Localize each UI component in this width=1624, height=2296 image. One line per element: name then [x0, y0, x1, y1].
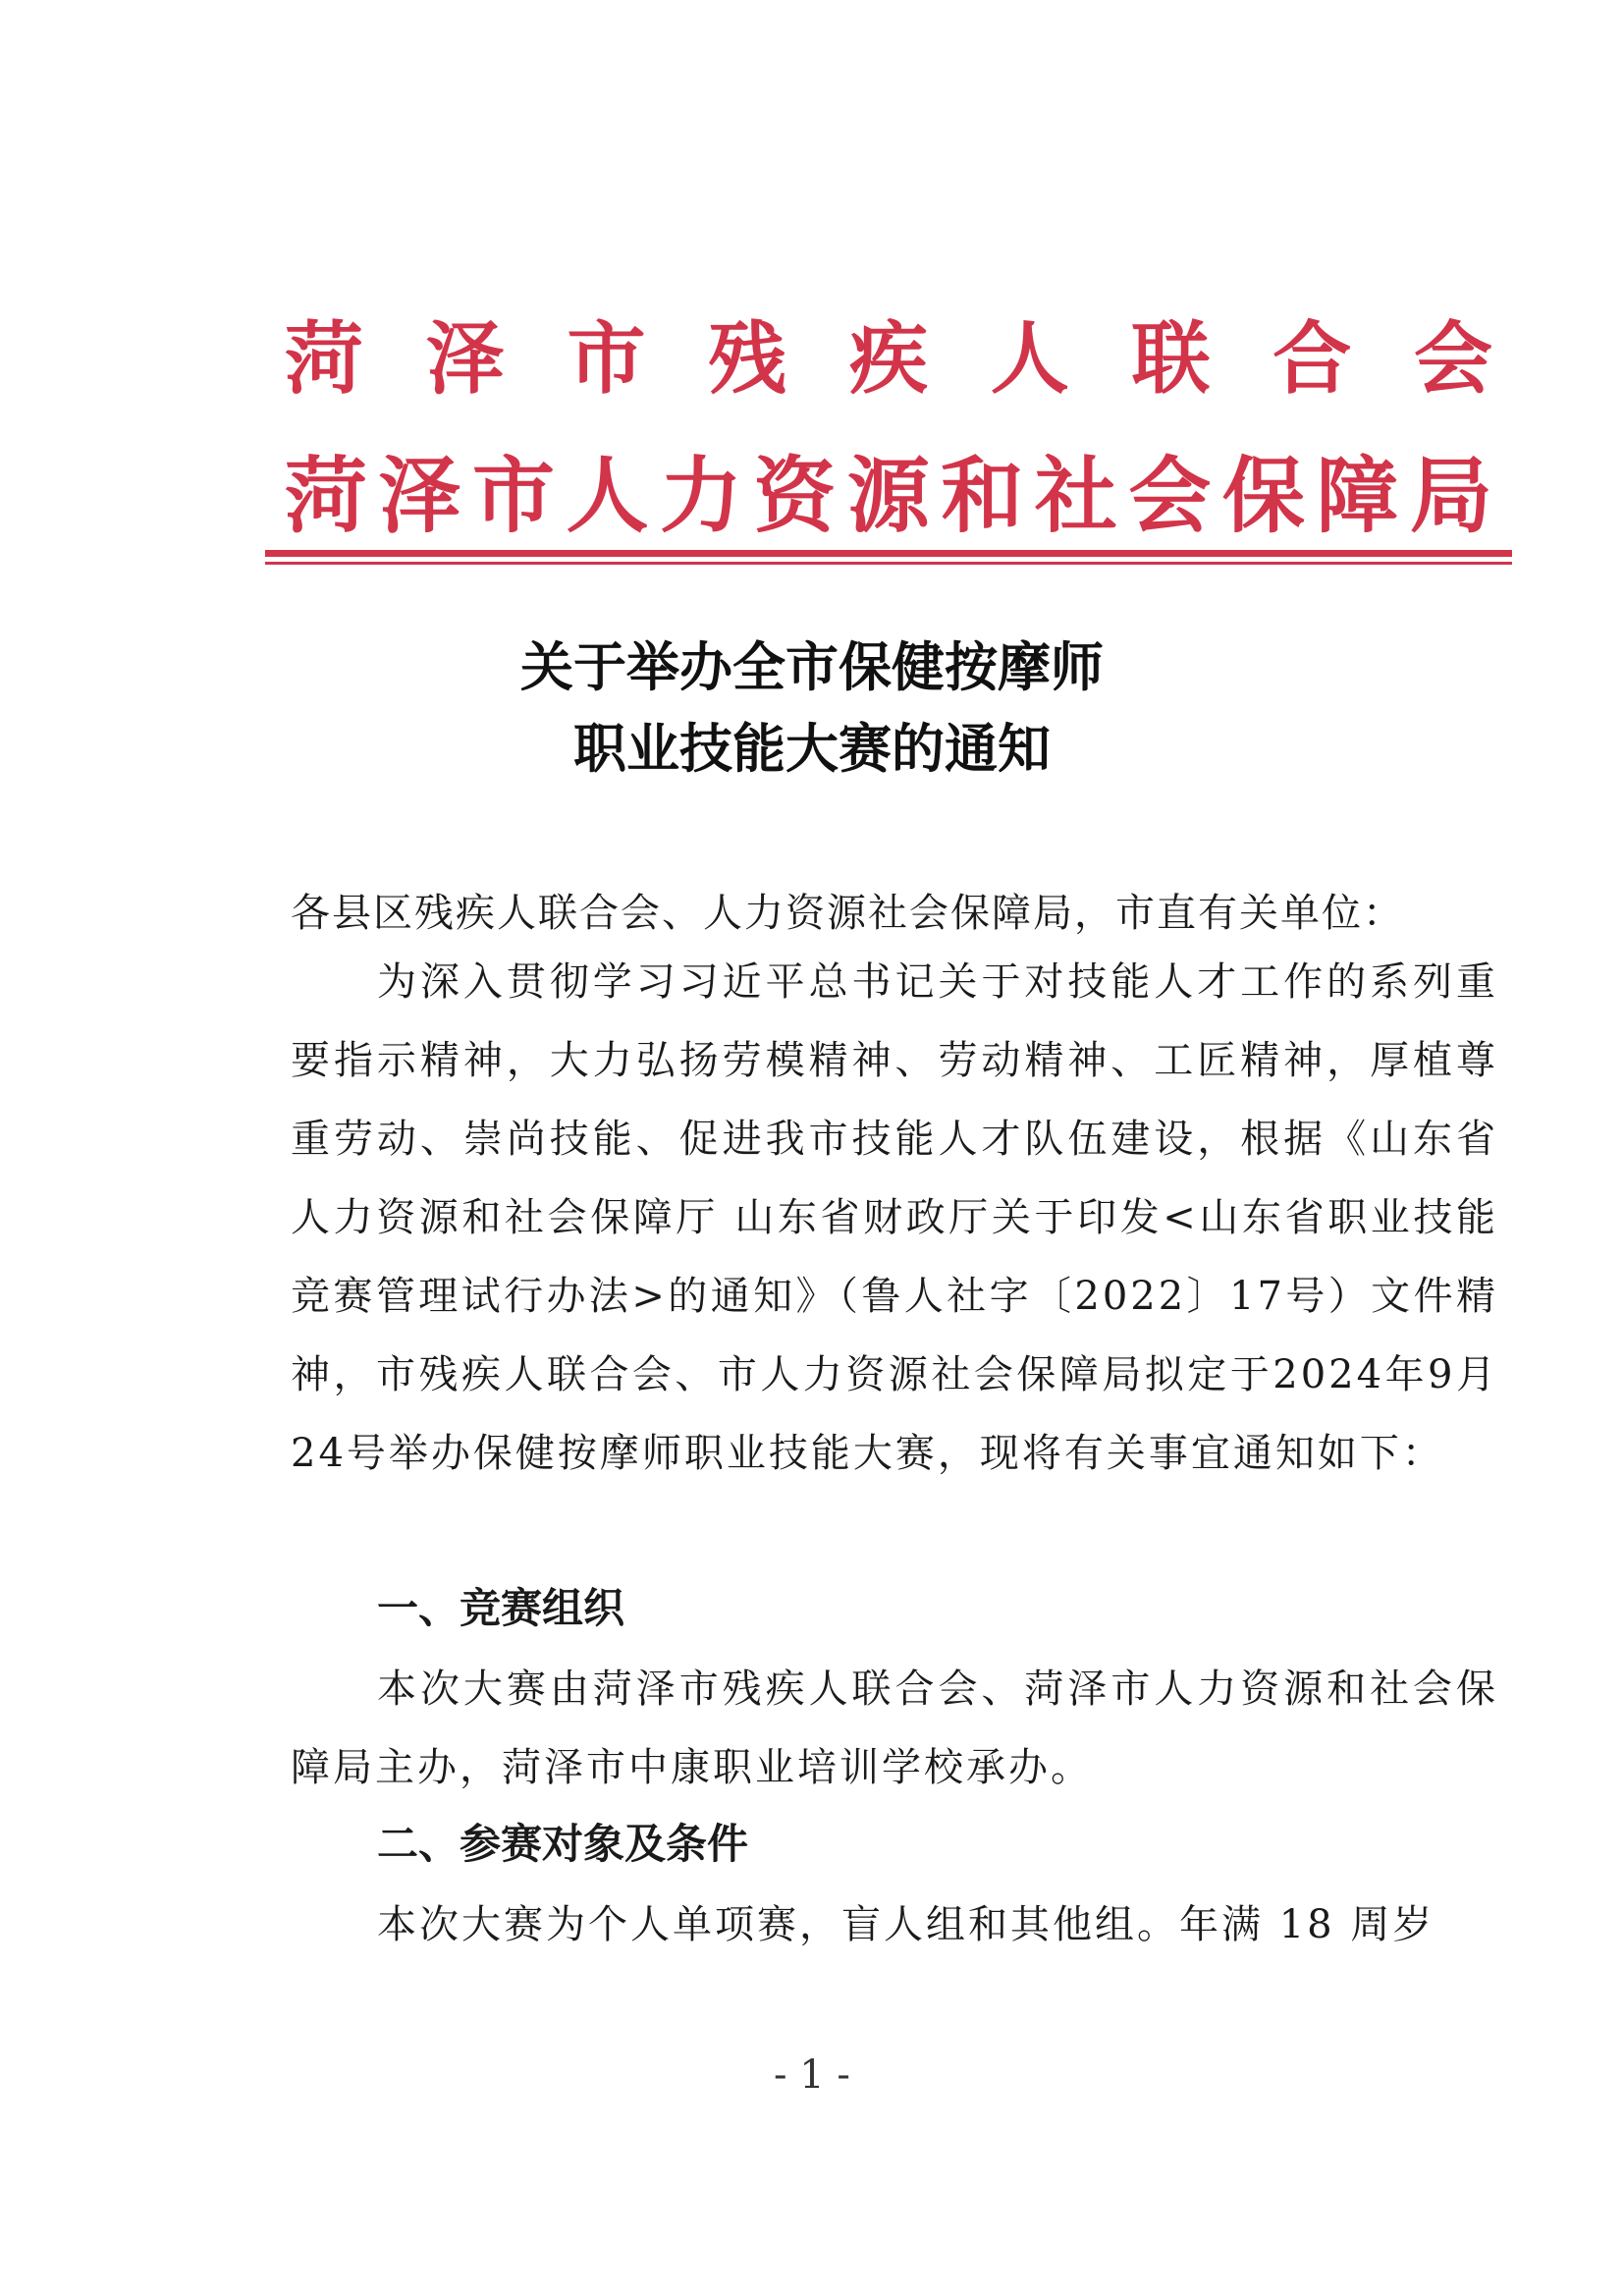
issuer-char: 社 — [1034, 447, 1117, 544]
issuer-name-2 — [285, 447, 1492, 545]
issuer-char: 障 — [1316, 447, 1399, 544]
page-number: - 1 - — [774, 2052, 850, 2098]
issuer-char: 残 — [708, 312, 787, 405]
issuer-char: 市 — [567, 312, 646, 405]
issuer-char: 联 — [1131, 312, 1211, 405]
issuer-char: 和 — [941, 447, 1024, 544]
issuer-char: 源 — [846, 447, 930, 544]
issuer-char: 力 — [659, 447, 742, 544]
notice-title-line1: 关于举办全市保健按摩师 — [520, 635, 1104, 698]
issuer-char: 泽 — [425, 312, 505, 405]
issuer-name-1 — [285, 314, 1492, 403]
intro-paragraph: 为深入贯彻学习习近平总书记关于对技能人才工作的系列重要指示精神，大力弘扬劳模精神、劳动精神、工匠精神，厚植尊重劳动、崇尚技能、促进我市技能人才队伍建设，根据《山东省人力资源和社会保障厅 山东省财政厅关于印发<山东省职业技能竞赛管理试行办法>的通知》（鲁人社字〔2022〕17号）文件精神，市残疾人联合会、市人力资源社会保障局拟定于2024年9月24号举办保健按摩师职业技能大赛，现将有关事宜通知如下： — [291, 959, 1498, 1476]
red-header-rule-thin — [265, 562, 1512, 565]
issuer-char: 人 — [990, 312, 1069, 405]
salutation: 各县区残疾人联合会、人力资源社会保障局，市直有关单位： — [291, 891, 1404, 936]
section-text-organization: 本次大赛由菏泽市残疾人联合会、菏泽市人力资源和社会保障局主办，菏泽市中康职业培训学校承办。 — [291, 1667, 1498, 1790]
issuer-char: 保 — [1221, 447, 1305, 544]
issuer-char: 市 — [471, 447, 555, 544]
section-heading-participants: 二、参赛对象及条件 — [377, 1820, 749, 1868]
issuer-char: 疾 — [849, 312, 928, 405]
issuer-char: 会 — [1128, 447, 1212, 544]
section-text-participants: 本次大赛为个人单项赛，盲人组和其他组。年满 18 周岁 — [377, 1902, 1435, 1947]
issuer-char: 会 — [1414, 312, 1492, 405]
issuer-char: 人 — [566, 447, 649, 544]
issuer-char: 资 — [753, 447, 837, 544]
issuer-char: 合 — [1272, 312, 1352, 405]
section-heading-organization: 一、竞赛组织 — [377, 1584, 625, 1632]
issuer-char: 泽 — [378, 447, 461, 544]
notice-title-line2: 职业技能大赛的通知 — [573, 717, 1051, 780]
issuer-char: 菏 — [285, 312, 363, 405]
issuer-char: 菏 — [285, 447, 368, 544]
red-header-rule-thick — [265, 550, 1512, 557]
issuer-char: 局 — [1409, 447, 1492, 544]
